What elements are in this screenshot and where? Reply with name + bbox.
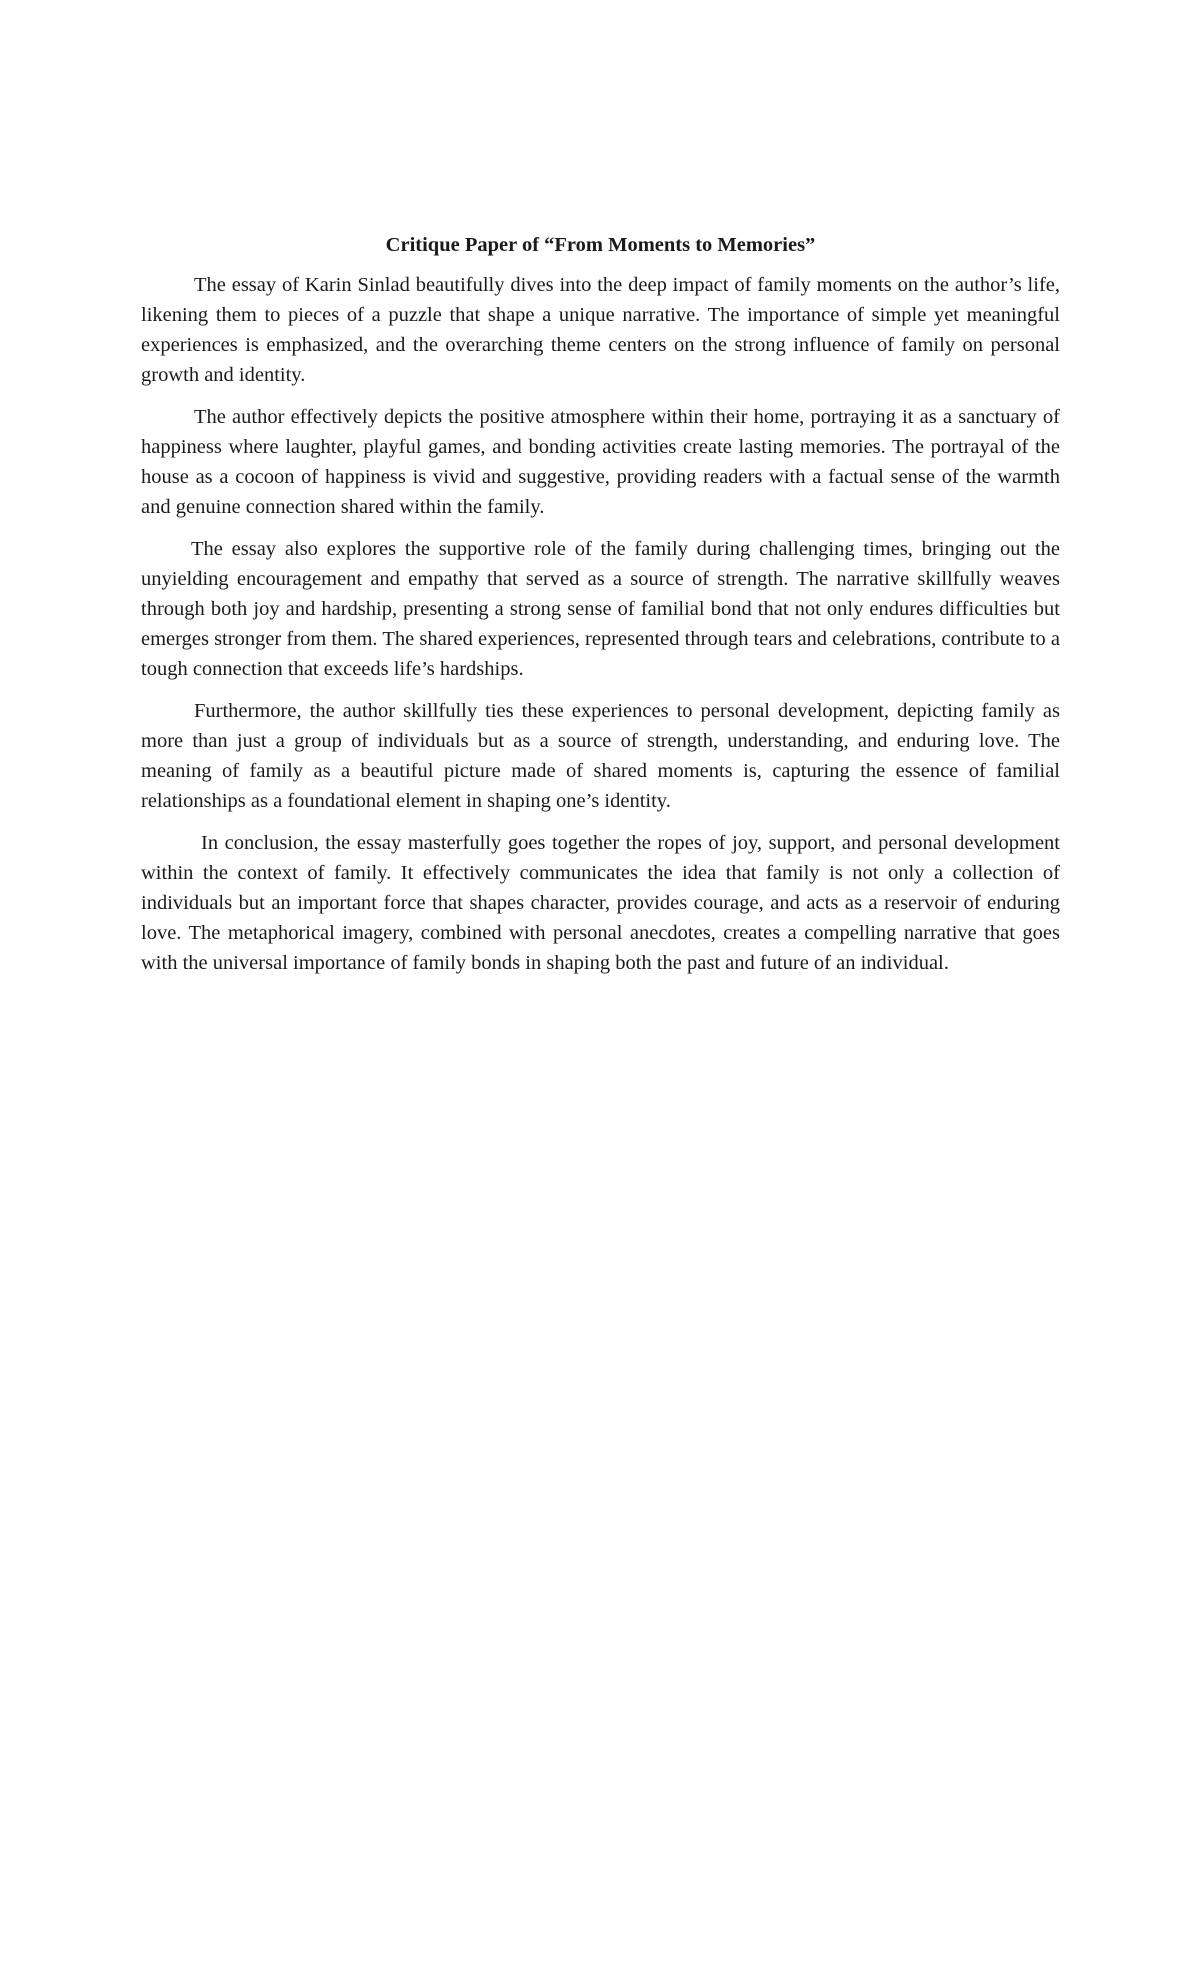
document-body [141,232,1060,990]
paragraph-2: The author effectively depicts the positive atmosphere within their home, portraying it as a sanctuary of happiness where laughter, playful games, and bonding activities create lasting memories. The portrayal of the house as a cocoon of happiness is vivid and suggestive, providing readers with a factual sense of the warmth and genuine connection shared within the family. [141,406,1060,518]
paragraph-4: Furthermore, the author skillfully ties these experiences to personal development, depicting family as more than just a group of individuals but as a source of strength, understanding, and enduring love. The meaning of family as a beautiful picture made of shared moments is, capturing the essence of familial relationships as a foundational element in shaping one’s identity. [141,700,1060,812]
document-title: Critique Paper of “From Moments to Memories” [385,234,816,256]
paragraph-1: The essay of Karin Sinlad beautifully dives into the deep impact of family moments on the author’s life, likening them to pieces of a puzzle that shape a unique narrative. The importance of simple yet meaningful experiences is emphasized, and the overarching theme centers on the strong influence of family on personal growth and identity. [141,274,1060,386]
paragraph-3: The essay also explores the supportive role of the family during challenging times, bringing out the unyielding encouragement and empathy that served as a source of strength. The narrative skillfully weaves through both joy and hardship, presenting a strong sense of familial bond that not only endures difficulties but emerges stronger from them. The shared experiences, represented through tears and celebrations, contribute to a tough connection that exceeds life’s hardships. [141,538,1060,680]
paragraph-5: In conclusion, the essay masterfully goes together the ropes of joy, support, and personal development within the context of family. It effectively communicates the idea that family is not only a collection of individuals but an important force that shapes character, provides courage, and acts as a reservoir of enduring love. The metaphorical imagery, combined with personal anecdotes, creates a compelling narrative that goes with the universal importance of family bonds in shaping both the past and future of an individual. [141,832,1060,974]
